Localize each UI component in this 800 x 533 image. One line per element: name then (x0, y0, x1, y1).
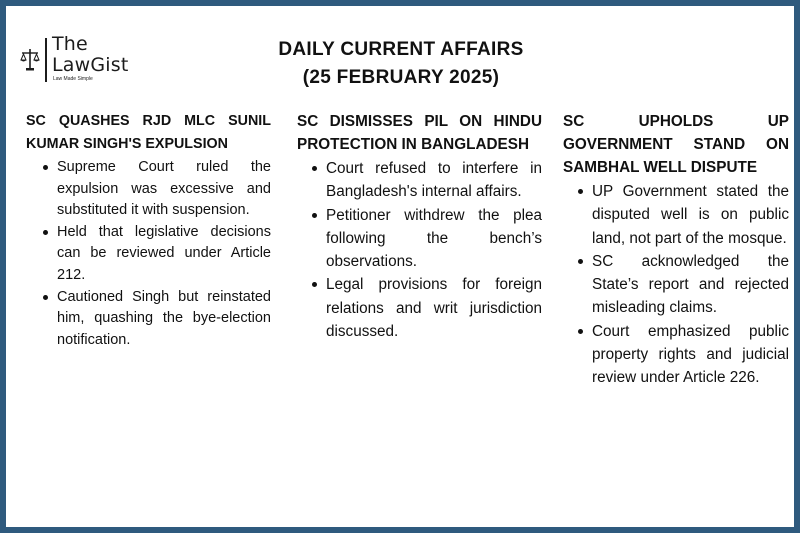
bullet-item: SC acknowledged the State’s report and rejected misleading claims. (563, 250, 789, 320)
bullet-list (26, 157, 271, 351)
scales-of-justice-icon (20, 46, 40, 72)
bullet-item: Supreme Court ruled the expulsion was excessive and substituted it with suspension. (26, 157, 271, 222)
title-line2: (25 FEBRUARY 2025) (302, 67, 500, 88)
bullet-list (563, 180, 789, 390)
title-line1: DAILY CURRENT AFFAIRS (278, 39, 524, 60)
logo-name-line2: LawGist (52, 54, 129, 76)
logo-wordmark (52, 34, 129, 76)
page-title (186, 36, 616, 92)
logo-divider (45, 38, 47, 82)
bullet-item: Court emphasized public property rights and judicial review under Article 226. (563, 320, 789, 390)
column-heading: SC UPHOLDS UP GOVERNMENT STAND ON SAMBHAL WELL DISPUTE (563, 113, 789, 176)
lawgist-logo (20, 33, 150, 86)
news-column-1 (26, 110, 271, 351)
bullet-item: UP Government stated the disputed well is on public land, not part of the mosque. (563, 180, 789, 250)
bullet-item: Legal provisions for foreign relations and writ jurisdiction discussed. (297, 273, 542, 343)
bullet-item: Cautioned Singh but reinstated him, quashing the bye-election notification. (26, 287, 271, 352)
column-heading: SC DISMISSES PIL ON HINDU PROTECTION IN BANGLADESH (297, 113, 542, 153)
logo-name-line1: The (52, 33, 88, 55)
column-heading: SC QUASHES RJD MLC SUNIL KUMAR SINGH'S EXPULSION (26, 113, 271, 152)
bullet-item: Court refused to interfere in Bangladesh's internal affairs. (297, 157, 542, 204)
news-column-3 (563, 110, 789, 390)
bullet-item: Held that legislative decisions can be reviewed under Article 212. (26, 222, 271, 287)
news-column-2 (297, 110, 542, 343)
bullet-list (297, 157, 542, 343)
bullet-item: Petitioner withdrew the plea following the bench’s observations. (297, 204, 542, 274)
infographic-card (6, 6, 794, 527)
logo-tagline: Law Made Simple (53, 76, 93, 82)
